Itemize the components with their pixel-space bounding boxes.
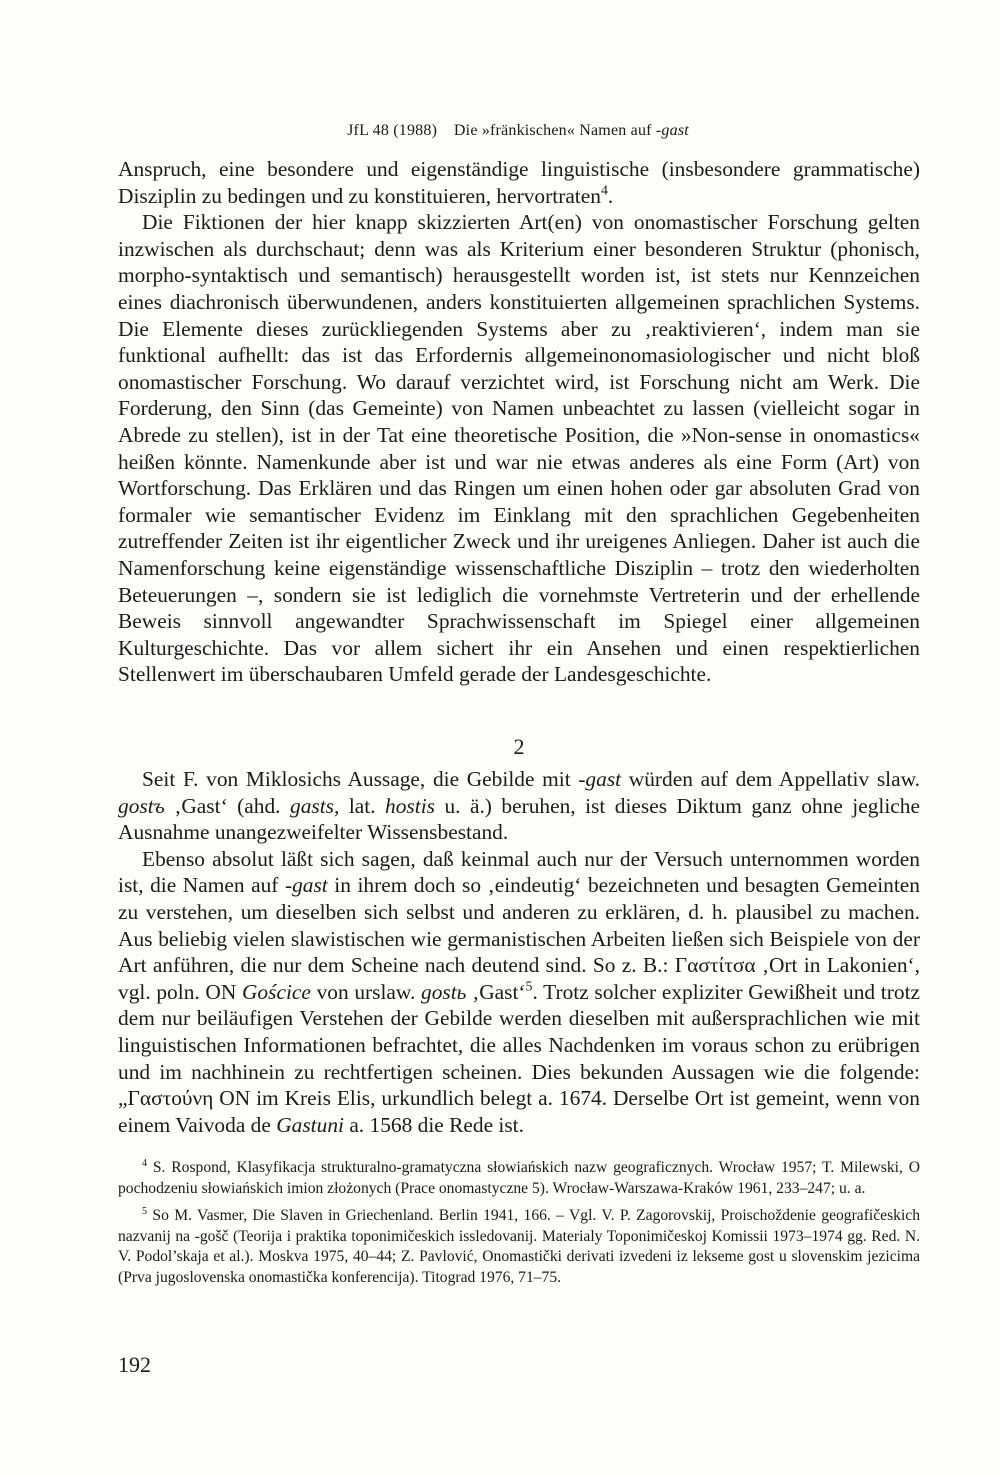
- italic-term: gostь: [421, 979, 467, 1004]
- paragraph-text: Die Fiktionen der hier knapp skizzierten Art(en) von onomastischer Forschung gelten inzwischen als durchschaut; denn was als Kriterium einer besonderen Struktur (phonisch, morpho-syntaktisch und semantisch) herausgestellt worden ist, ist stets nur Kennzeichen eines diachronisch überwundenen, anders konstituierten allgemeinen sprachlichen Systems. Die Elemente dieses zurückliegenden Systems aber zu ‚reaktivieren‘, indem man sie funktional aufhellt: das ist das Erfordernis allgemeinonomasiologischer und nicht bloß onomastischer Forschung. Wo darauf verzichtet wird, ist Forschung nicht am Werk. Die Forderung, den Sinn (das Gemeinte) von Namen unbeachtet zu lassen (vielleicht sogar in Abrede zu stellen), ist in der Tat eine theoretische Position, die »Non-sense in onomastics« heißen könnte. Namenkunde aber ist und war nie etwas anderes als eine Form (Art) von Wortforschung. Das Erklären und das Ringen um einen hohen oder gar absoluten Grad von formaler wie semantischer Evidenz im Einklang mit den sprachlichen Gegebenheiten zutreffender Zeiten ist ihr eigentlicher Zweck und ihr ureigenes Anliegen. Daher ist auch die Namenforschung keine eigenständige wissenschaftliche Disziplin – trotz den wiederholten Beteuerungen –, sondern sie ist lediglich die vornehmste Vertreterin und der erhellende Beweis sinnvoll angewandter Sprachwissenschaft im Spiegel einer allgemeinen Kulturgeschichte. Das vor allem sichert ihr ein Ansehen und einen respektierlichen Stellenwert im überschaubaren Umfeld gerade der Landesgeschichte.: [118, 210, 920, 687]
- section-2-text: [118, 766, 920, 1138]
- footnote-text: S. Rospond, Klasyfikacja strukturalno-gramatyczna słowiańskich nazw geograficznych. Wrocław 1957; T. Milewski, O pochodzeniu słowiańskich imion złożonych (Prace onomastyczne 5). Wrocław-Warszawa-Kraków 1961, 233–247; u. a.: [118, 1159, 920, 1197]
- footnote-mark: 4: [142, 1157, 148, 1169]
- text-run: würden auf dem Appellativ slaw.: [621, 767, 921, 791]
- text-run: u. ä.) beruhen, ist dieses Diktum ganz ohne jegliche Ausnahme unangezweifelter Wissensbestand.: [118, 793, 920, 845]
- section-number: 2: [513, 734, 525, 759]
- journal-ref: JfL 48 (1988): [347, 122, 438, 139]
- section-1-text: [118, 156, 920, 688]
- text-run: in ihrem doch so ‚eindeutig‘ bezeichneten und besagten Gemeinten zu verstehen, um dieselben sich selbst und anderen zu erklären, d. h. plausibel zu machen. Aus beliebig vielen slawistischen wie germanistischen Arbeiten ließen sich Beispiele von der Art anführen, die nur dem Scheine nach deutend sind. So z. B.: Γαστίτσα ‚Ort in Lakonien‘, vgl. poln. ON: [118, 873, 920, 1004]
- text-run: . Trotz solcher expliziter Gewißheit und trotz dem nur beiläufigen Verstehen der Gebilde werden dieselben mit außersprachlichen wie mit linguistischen Informationen befrachtet, die alles Nachdenken im voraus schon zu erübrigen und im nachhinein zu rechtfertigen scheinen. Dies bekunden Aussagen wie die folgende: „Γαστούνη ON im Kreis Elis, urkundlich belegt a. 1674. Derselbe Ort ist gemeint, wenn von einem Vaivoda de: [118, 979, 921, 1137]
- text-run: von urslaw.: [310, 979, 421, 1004]
- footnote-reference: 4: [600, 183, 608, 199]
- footnote-reference: 5: [525, 979, 533, 995]
- paragraph-text: Anspruch, eine besondere und eigenständige linguistische (insbesondere grammatische) Disziplin zu bedingen und zu konstituieren, hervortraten: [118, 157, 920, 208]
- italic-term: gostъ: [118, 793, 165, 818]
- paragraph: [118, 156, 920, 209]
- text-run: ‚Gast‘ (ahd.: [164, 793, 290, 818]
- running-header: [118, 122, 918, 140]
- footnote: [118, 1206, 920, 1288]
- text-run: Ebenso absolut läßt sich sagen, daß keinmal auch nur der Versuch unternommen worden ist, die Namen auf: [118, 846, 920, 898]
- italic-term: -gast: [578, 767, 622, 791]
- footnotes: [118, 1158, 920, 1296]
- running-title-suffix: -gast: [655, 122, 689, 139]
- footnote-text: So M. Vasmer, Die Slaven in Griechenland. Berlin 1941, 166. – Vgl. V. P. Zagorovskij, Proischoždenie geografičeskich nazvanij na -gošč (Teorija i praktika toponimičeskich issledovanij. Materialy Toponimičeskoj Komissii 1973–1974 gg. Red. N. V. Podol’skaja et al.). Moskva 1975, 40–44; Z. Pavlović, Onomastički derivati izvedeni iz lekseme gost u slovenskim jezicima (Prva jugoslovenska onomastička konferencija). Titograd 1976, 71–75.: [118, 1207, 920, 1286]
- text-run: a. 1568 die Rede ist.: [343, 1112, 524, 1137]
- paragraph-text-end: .: [607, 183, 614, 208]
- running-title: Die »fränkischen« Namen auf: [453, 122, 656, 139]
- page-number: 192: [118, 1352, 151, 1377]
- paragraph: [118, 766, 920, 846]
- footnote: [118, 1158, 920, 1199]
- text-run: Seit F. von Miklosichs Aussage, die Gebilde mit: [142, 767, 579, 791]
- text-run: lat.: [339, 793, 386, 818]
- italic-term: Gościce: [241, 979, 311, 1004]
- italic-term: -gast: [284, 873, 328, 898]
- paragraph: [118, 209, 920, 688]
- italic-term: Gastuni: [276, 1112, 344, 1137]
- italic-term: hostis: [385, 793, 435, 818]
- footnote-mark: 5: [142, 1206, 148, 1218]
- text-run: ‚Gast‘: [466, 979, 526, 1004]
- italic-term: gasts,: [290, 793, 340, 818]
- paragraph: [118, 846, 920, 1139]
